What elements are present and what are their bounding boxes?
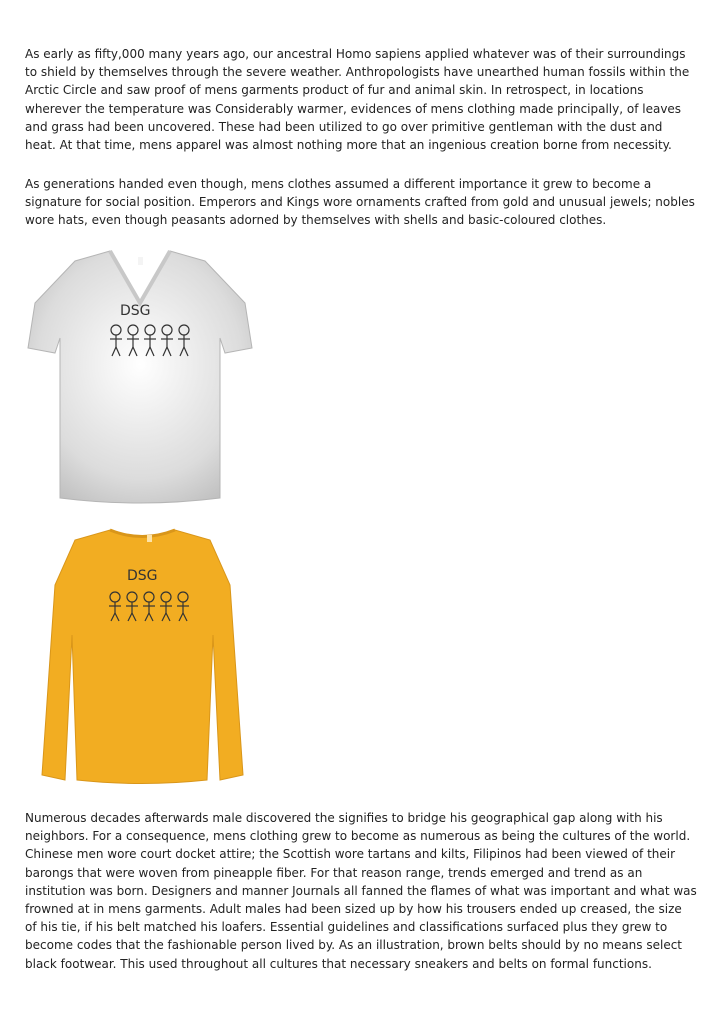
paragraph-1: As early as fifty,000 many years ago, our ancestral Homo sapiens applied whatever was of their surroundings to shield by themselves through the severe weather. Anthropologists have unearthed human fossils within the Arctic Circle and saw proof of mens garments product of fur and animal skin. In retrospect, in locations wherever the temperature was Considerably warmer, evidences of mens clothing made principally, of leaves and grass had been uncovered. These had been utilized to go over primitive gentleman with the dust and heat. At that time, mens apparel was almost nothing more that an ingenious creation borne from necessity. (25, 47, 690, 153)
paragraph-2: As generations handed even though, mens clothes assumed a different importance it grew to become a signature for social position. Emperors and Kings wore ornaments crafted from gold and unusual jewels; nobles wore hats, even though peasants adorned by themselves with shells and basic-coloured clothes. (25, 177, 695, 228)
yellow-longsleeve-shirt-image (35, 525, 250, 790)
paragraph-3: Numerous decades afterwards male discovered the signifies to bridge his geographical gap along with his neighbors. For a consequence, mens clothing grew to become as numerous as being the cultures of the world. Chinese men wore court docket attire; the Scottish wore tartans and kilts, Filipinos had been viewed of their barongs that were woven from pineapple fiber. For that reason range, trends emerged and trend as an institution was born. Designers and manner Journals all fanned the flames of what was important and what was frowned at in mens garments. Adult males had been sized up by how his trousers ended up creased, the size of his tie, if his belt matched his loafers. Essential guidelines and classifications surfaced plus they grew to become codes that the fashionable person lived by. As an illustration, brown belts should by no means select black footwear. This used throughout all cultures that necessary sneakers and belts on formal functions. (25, 811, 697, 971)
white-vneck-tshirt-image (20, 243, 260, 508)
shirt-2-print-text: DSG (127, 568, 158, 584)
shirt-1-print-text: DSG (120, 303, 151, 319)
